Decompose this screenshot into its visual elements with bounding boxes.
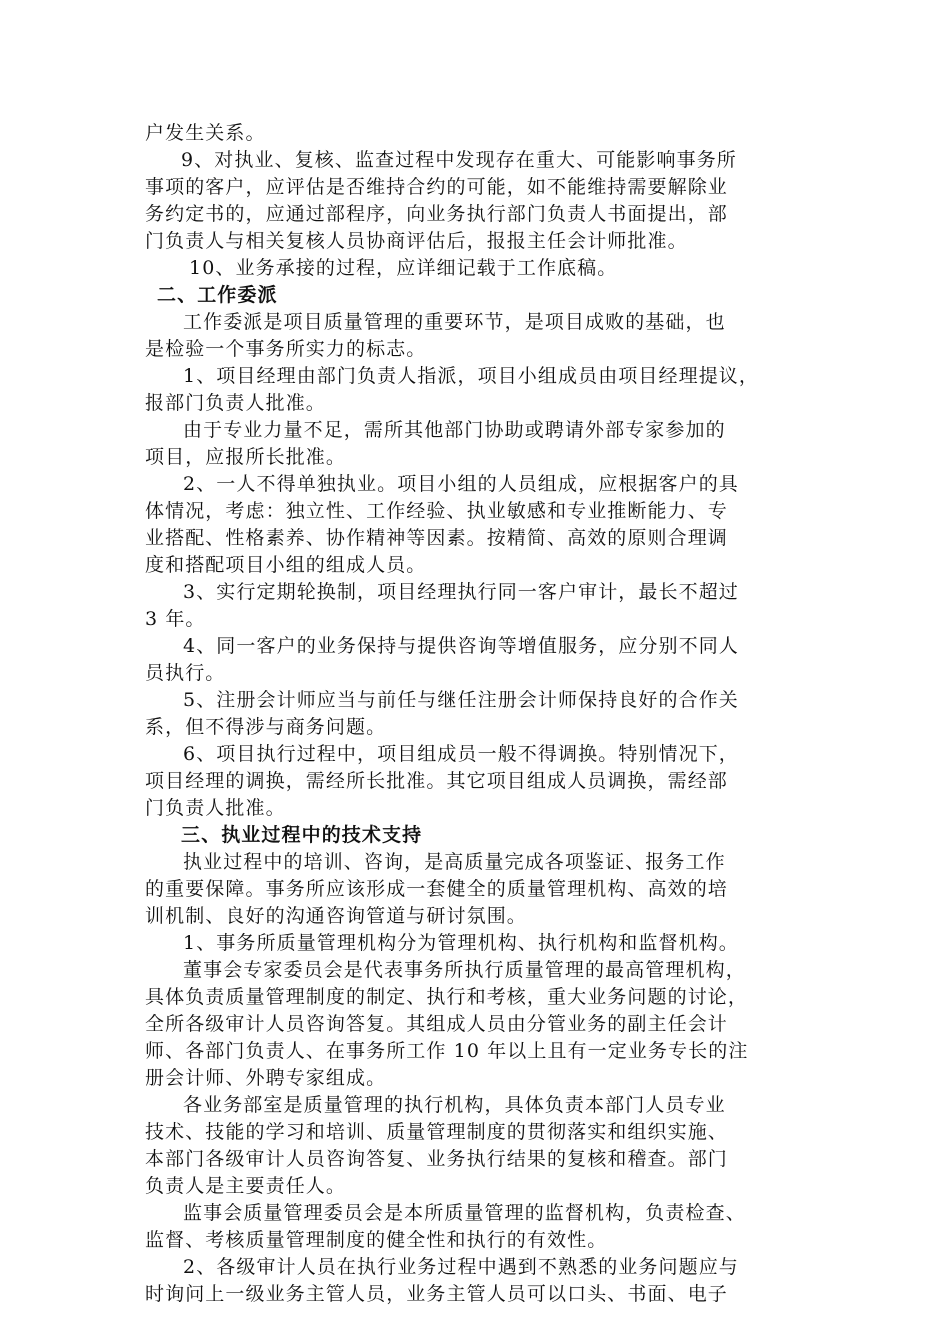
text-line: 是检验一个事务所实力的标志。 [145,338,427,360]
text-line: 师、各部门负责人、在事务所工作 10 年以上且有一定业务专长的注 [145,1040,749,1062]
text-line: 训机制、良好的沟通咨询管道与研讨氛围。 [145,905,527,927]
text-line: 本部门各级审计人员咨询答复、业务执行结果的复核和稽查。部门 [145,1148,728,1170]
text-line: 监督、考核质量管理制度的健全性和执行的有效性。 [145,1229,608,1251]
text-line: 户发生关系。 [145,122,266,144]
text-line: 门负责人批准。 [145,797,286,819]
text-line: 6、项目执行过程中，项目组成员一般不得调换。特别情况下， [183,743,739,765]
text-line: 务约定书的，应通过部程序，向业务执行部门负责人书面提出，部 [145,203,728,225]
text-line: 由于专业力量不足，需所其他部门协助或聘请外部专家参加的 [183,419,726,441]
section-heading: 三、执业过程中的技术支持 [181,824,423,846]
text-line: 时询问上一级业务主管人员，业务主管人员可以口头、书面、电子 [145,1283,728,1305]
text-line: 全所各级审计人员咨询答复。其组成人员由分管业务的副主任会计 [145,1013,728,1035]
text-line: 项目，应报所长批准。 [145,446,347,468]
text-line: 负责人是主要责任人。 [145,1175,347,1197]
text-line: 3、实行定期轮换制，项目经理执行同一客户审计，最长不超过 [183,581,739,603]
text-line: 工作委派是项目质量管理的重要环节，是项目成败的基础，也 [183,311,726,333]
text-line: 项目经理的调换，需经所长批准。其它项目组成人员调换，需经部 [145,770,728,792]
section-heading: 二、工作委派 [157,284,278,306]
text-line: 业搭配、性格素养、协作精神等因素。按精简、高效的原则合理调 [145,527,728,549]
text-line: 10、业务承接的过程，应详细记载于工作底稿。 [189,257,618,279]
text-line: 的重要保障。事务所应该形成一套健全的质量管理机构、高效的培 [145,878,728,900]
text-line: 各业务部室是质量管理的执行机构，具体负责本部门人员专业 [183,1094,726,1116]
text-line: 9、对执业、复核、监查过程中发现存在重大、可能影响事务所 [181,149,737,171]
text-line: 2、一人不得单独执业。项目小组的人员组成，应根据客户的具 [183,473,739,495]
text-line: 4、同一客户的业务保持与提供咨询等增值服务，应分别不同人 [183,635,739,657]
text-line: 事项的客户，应评估是否维持合约的可能，如不能维持需要解除业 [145,176,728,198]
text-line: 员执行。 [145,662,226,684]
text-line: 执业过程中的培训、咨询，是高质量完成各项鉴证、报务工作 [183,851,726,873]
text-line: 监事会质量管理委员会是本所质量管理的监督机构，负责检查、 [183,1202,746,1224]
text-line: 5、注册会计师应当与前任与继任注册会计师保持良好的合作关 [183,689,739,711]
text-line: 册会计师、外聘专家组成。 [145,1067,387,1089]
text-line: 董事会专家委员会是代表事务所执行质量管理的最高管理机构， [183,959,746,981]
text-line: 3 年。 [145,608,206,630]
text-line: 度和搭配项目小组的组成人员。 [145,554,427,576]
text-line: 技术、技能的学习和培训、质量管理制度的贯彻落实和组织实施、 [145,1121,728,1143]
text-line: 体情况，考虑：独立性、工作经验、执业敏感和专业推断能力、专 [145,500,728,522]
text-line: 报部门负责人批准。 [145,392,326,414]
text-line: 门负责人与相关复核人员协商评估后，报报主任会计师批准。 [145,230,688,252]
text-line: 系，但不得涉与商务问题。 [145,716,387,738]
text-line: 1、事务所质量管理机构分为管理机构、执行机构和监督机构。 [183,932,739,954]
text-line: 2、各级审计人员在执行业务过程中遇到不熟悉的业务问题应与 [183,1256,739,1278]
text-line: 具体负责质量管理制度的制定、执行和考核，重大业务问题的讨论， [145,986,749,1008]
text-line: 1、项目经理由部门负责人指派，项目小组成员由项目经理提议， [183,365,759,387]
